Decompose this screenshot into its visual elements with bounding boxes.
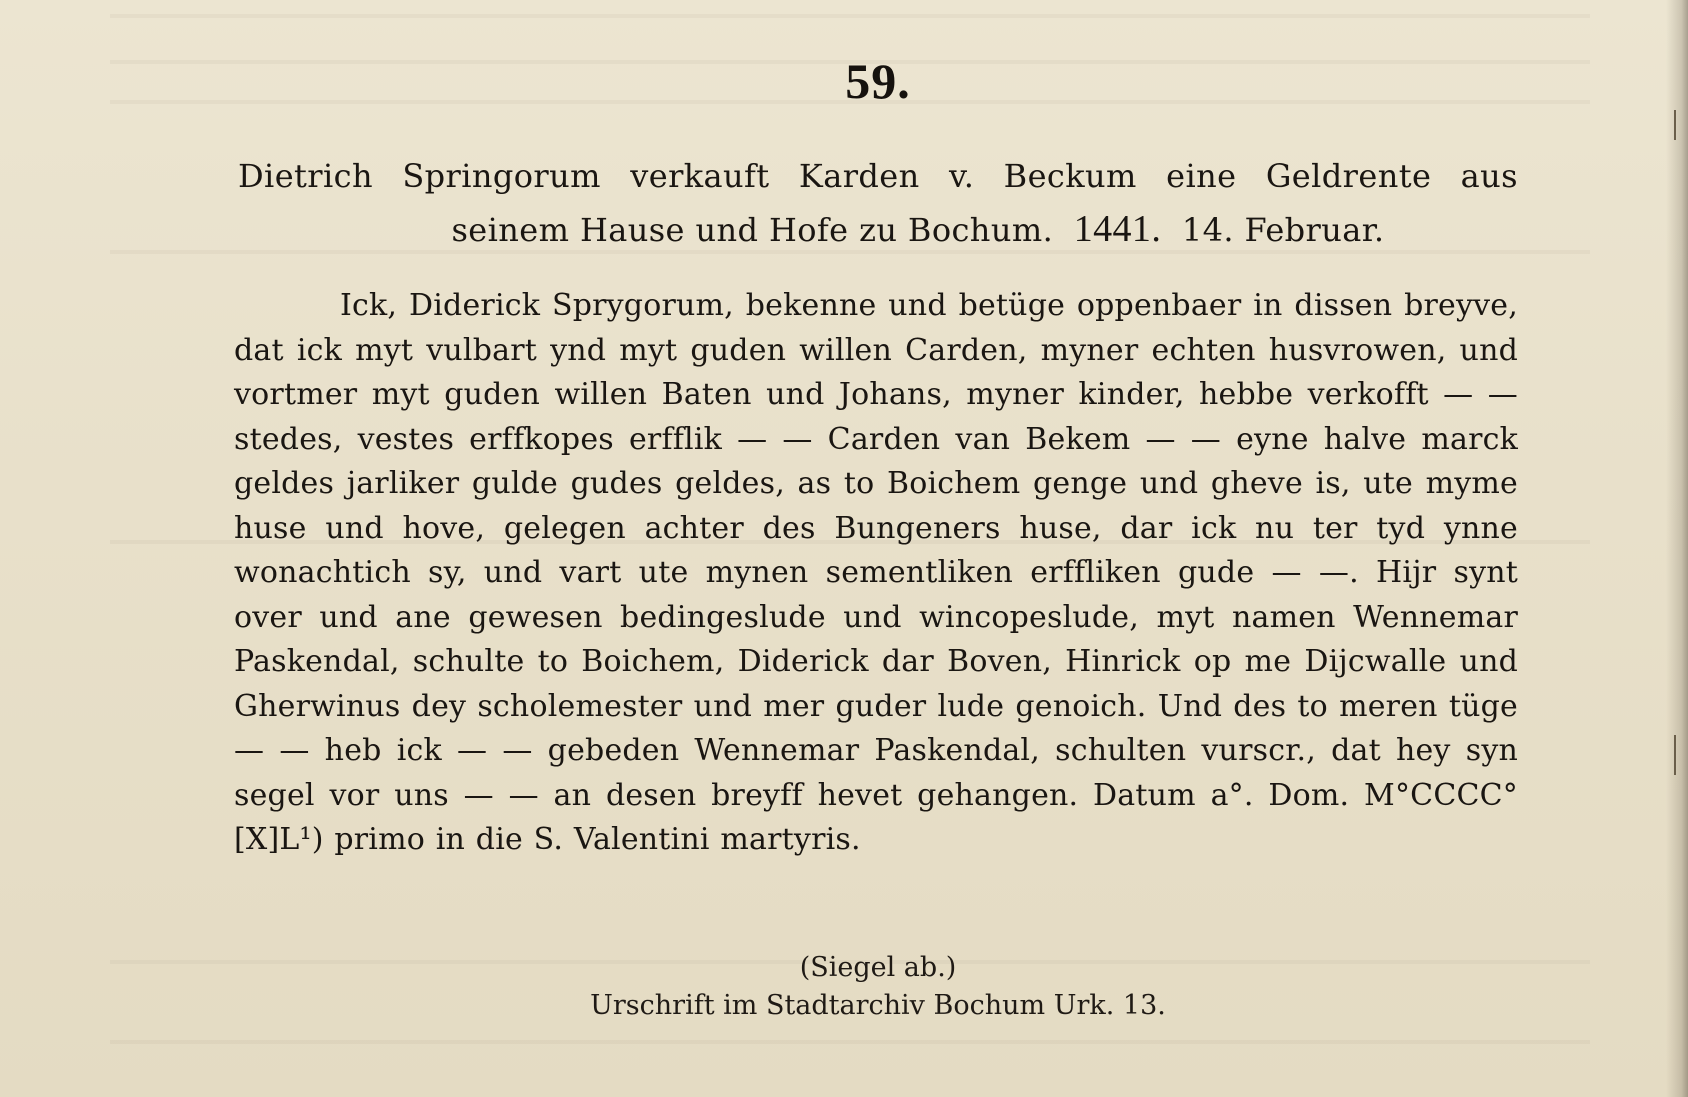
gutter-mark: [1674, 735, 1676, 775]
page-gutter-shadow: [1666, 0, 1688, 1097]
heading-date: 14. Februar.: [1181, 211, 1385, 249]
document-number: 59.: [845, 53, 911, 109]
heading-line-1: Dietrich Springorum verkauft Karden v. Beckum eine Geldrente aus: [238, 157, 1518, 195]
heading-place: seinem Hause und Hofe zu Bochum.: [451, 211, 1054, 249]
source-note: Urschrift im Stadtarchiv Bochum Urk. 13.: [590, 990, 1166, 1021]
heading-year: 1441.: [1073, 208, 1162, 250]
heading-line-2: [238, 203, 1518, 257]
document-heading: [238, 150, 1518, 257]
gutter-mark: [1674, 110, 1676, 140]
seal-note: (Siegel ab.): [799, 952, 957, 983]
document-body: Ick, Diderick Sprygorum, bekenne und betüge oppenbaer in dissen breyve, dat ick myt vulbart ynd myt guden willen Carden, myner echten husvrowen, und vortmer myt guden willen Baten und Johans, myner kinder, hebbe verkofft — — stedes, vestes erffkopes erfflik — — Carden van Bekem — — eyne halve marck geldes jarliker gulde gudes geldes, as to Boichem genge und gheve is, ute myme huse und hove, gelegen achter des Bungeners huse, dar ick nu ter tyd ynne wonachtich sy, und vart ute mynen sementliken erffliken gude — —. Hijr synt over und ane gewesen bedingeslude und wincopeslude, myt namen Wennemar Paskendal, schulte to Boichem, Diderick dar Boven, Hinrick op me Dijcwalle und Gherwinus dey scholemester und mer guder lude genoich. Und des to meren tüge — — heb ick — — gebeden Wennemar Paskendal, schulten vurscr., dat hey syn segel vor uns — — an desen breyff hevet gehangen. Datum a°. Dom. M°CCCC°[X]L¹) primo in die S. Valentini martyris.: [234, 288, 1518, 857]
